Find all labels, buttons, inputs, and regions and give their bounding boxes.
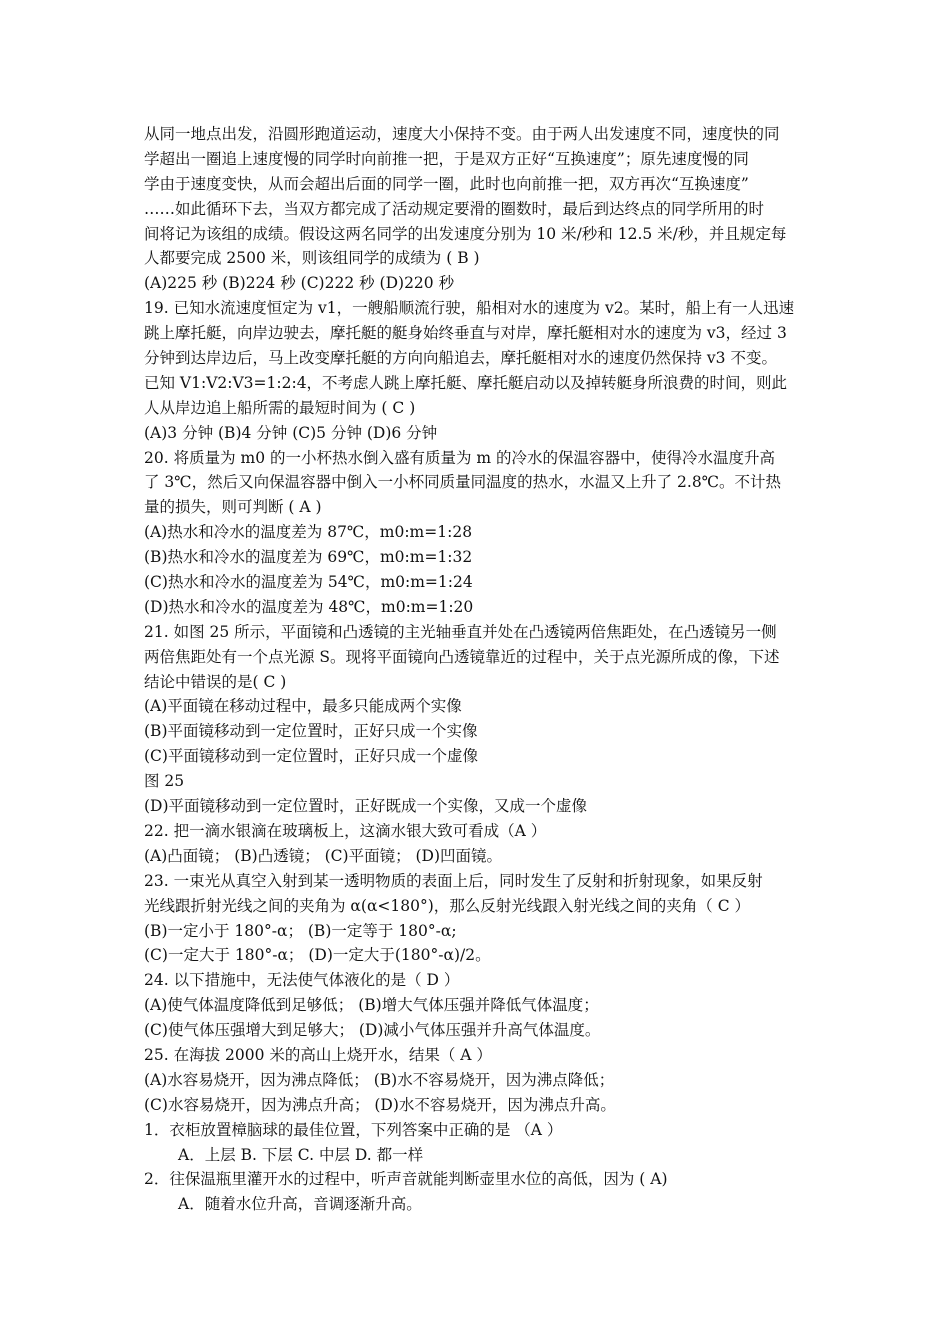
answer-option: (A)平面镜在移动过程中，最多只能成两个实像: [144, 697, 462, 716]
figure-caption: 图 25: [144, 772, 185, 791]
document-page: [144, 122, 812, 1217]
question-24: 24. 以下措施中，无法使气体液化的是（ D ）: [144, 971, 460, 990]
answer-option: (B)平面镜移动到一定位置时，正好只成一个实像: [144, 722, 478, 741]
answer-option: A．随着水位升高，音调逐渐升高。: [178, 1195, 422, 1214]
answer-options: (A)225 秒 (B)224 秒 (C)222 秒 (D)220 秒: [144, 274, 455, 293]
text-line: 了 3℃，然后又向保温容器中倒入一小杯同质量同温度的热水，水温又上升了 2.8℃。不计热: [144, 473, 782, 492]
text-line: 人从岸边追上船所需的最短时间为 ( C ): [144, 398, 416, 417]
text-line: 人都要完成 2500 米，则该组同学的成绩为 ( B ): [144, 249, 480, 268]
answer-options: (C)水容易烧开，因为沸点升高； (D)水不容易烧开，因为沸点升高。: [144, 1095, 616, 1114]
text-line: 量的损失，则可判断 ( A ): [144, 498, 322, 517]
answer-options: (A)3 分钟 (B)4 分钟 (C)5 分钟 (D)6 分钟: [144, 423, 438, 442]
answer-option: (B)热水和冷水的温度差为 69℃，m0:m=1:32: [144, 548, 473, 567]
text-line: 两倍焦距处有一个点光源 S。现将平面镜向凸透镜靠近的过程中，关于点光源所成的像，下述: [144, 647, 780, 666]
answer-option: (D)热水和冷水的温度差为 48℃，m0:m=1:20: [144, 597, 474, 616]
text-line: 跳上摩托艇，向岸边驶去，摩托艇的艇身始终垂直与对岸，摩托艇相对水的速度为 v3，经过 3: [144, 324, 787, 343]
text-line: 分钟到达岸边后，马上改变摩托艇的方向向船追去，摩托艇相对水的速度仍然保持 v3 不变。: [144, 349, 777, 368]
answer-option: (C)平面镜移动到一定位置时，正好只成一个虚像: [144, 747, 478, 766]
question-20: 20. 将质量为 m0 的一小杯热水倒入盛有质量为 m 的冷水的保温容器中，使得冷水温度升高: [144, 448, 776, 467]
question-21: 21. 如图 25 所示，平面镜和凸透镜的主光轴垂直并处在凸透镜两倍焦距处，在凸透镜另一侧: [144, 622, 777, 641]
text-line: 结论中错误的是( C ): [144, 672, 287, 691]
question-25: 25. 在海拔 2000 米的高山上烧开水，结果（ A ）: [144, 1045, 492, 1064]
question-23: 23. 一束光从真空入射到某一透明物质的表面上后，同时发生了反射和折射现象，如果反射: [144, 871, 763, 890]
text-line: 学由于速度变快，从而会超出后面的同学一圈，此时也向前推一把，双方再次“互换速度”: [144, 174, 749, 193]
text-line: 学超出一圈追上速度慢的同学时向前推一把，于是双方正好“互换速度”；原先速度慢的同: [144, 149, 749, 168]
answer-options: (A)使气体温度降低到足够低； (B)增大气体压强并降低气体温度；: [144, 996, 599, 1015]
text-line: 光线跟折射光线之间的夹角为 α(α<180°)，那么反射光线跟入射光线之间的夹角（ C ）: [144, 896, 750, 915]
answer-option: (D)平面镜移动到一定位置时，正好既成一个实像，又成一个虚像: [144, 797, 588, 816]
text-line: 间将记为该组的成绩。假设这两名同学的出发速度分别为 10 米/秒和 12.5 米/秒，并且规定每: [144, 224, 787, 243]
text-line: ……如此循环下去，当双方都完成了活动规定要滑的圈数时，最后到达终点的同学所用的时: [144, 199, 765, 218]
text-line: 从同一地点出发，沿圆形跑道运动，速度大小保持不变。由于两人出发速度不同，速度快的同: [144, 125, 780, 143]
answer-option: (A)热水和冷水的温度差为 87℃，m0:m=1:28: [144, 523, 473, 542]
answer-options: (C)一定大于 180°-α； (D)一定大于(180°-α)/2。: [144, 946, 491, 965]
answer-options: (C)使气体压强增大到足够大； (D)减小气体压强并升高气体温度。: [144, 1021, 601, 1040]
answer-options: (B)一定小于 180°-α； (B)一定等于 180°-α;: [144, 921, 457, 940]
answer-option: (C)热水和冷水的温度差为 54℃，m0:m=1:24: [144, 573, 473, 592]
answer-options: A．上层 B. 下层 C. 中层 D. 都一样: [178, 1145, 424, 1164]
question-19: 19. 已知水流速度恒定为 v1，一艘船顺流行驶，船相对水的速度为 v2。某时，船上有一人迅速: [144, 299, 795, 318]
question-1: 1．衣柜放置樟脑球的最佳位置，下列答案中正确的是 （A ）: [144, 1120, 563, 1139]
answer-options: (A)凸面镜； (B)凸透镜； (C)平面镜； (D)凹面镜。: [144, 846, 503, 865]
answer-options: (A)水容易烧开，因为沸点降低； (B)水不容易烧开，因为沸点降低；: [144, 1070, 615, 1089]
text-line: 已知 V1:V2:V3=1:2:4，不考虑人跳上摩托艇、摩托艇启动以及掉转艇身所浪费的时间，则此: [144, 373, 788, 392]
question-22: 22. 把一滴水银滴在玻璃板上，这滴水银大致可看成（A ）: [144, 821, 547, 840]
question-2: 2．往保温瓶里灌开水的过程中，听声音就能判断壶里水位的高低，因为 ( A): [144, 1170, 668, 1189]
